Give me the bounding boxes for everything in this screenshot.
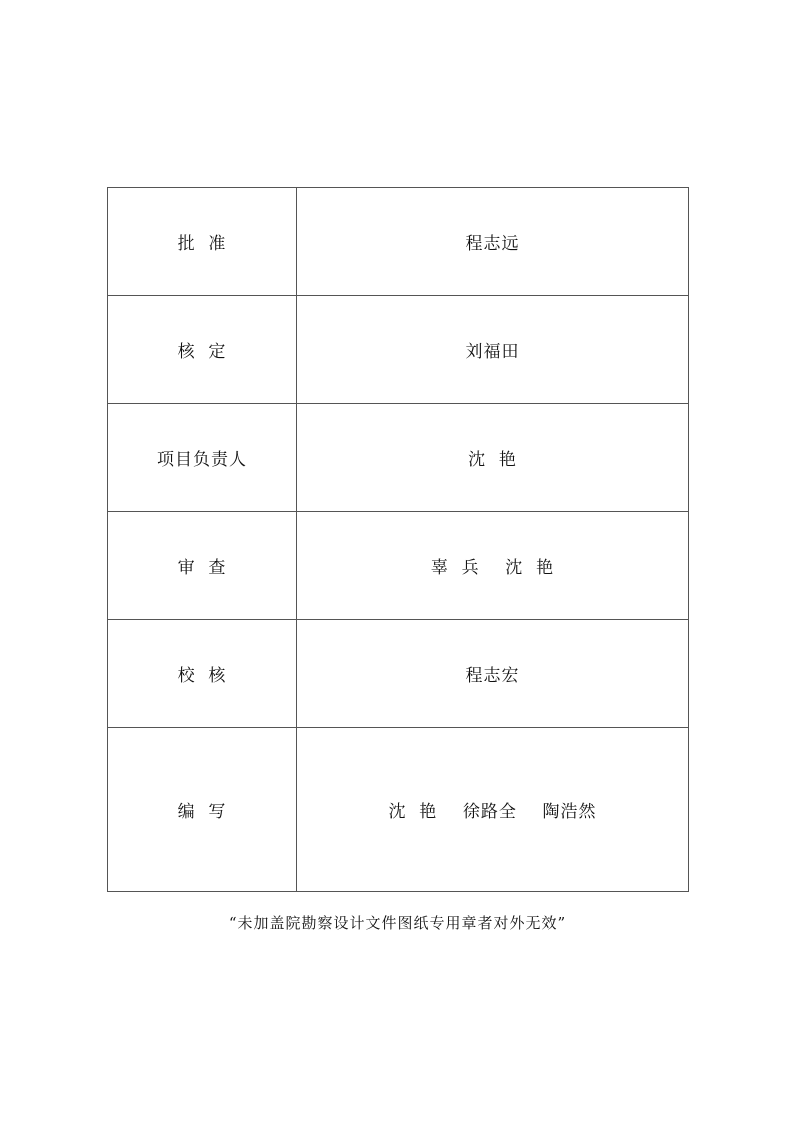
role-label-proofread: 校 核 [177, 666, 227, 686]
role-cell [108, 512, 297, 620]
name-cell [297, 188, 689, 296]
name-cell [297, 404, 689, 512]
names-verify: 刘福田 [465, 342, 520, 362]
names-project-lead: 沈 艳 [468, 450, 517, 470]
table-row-verify [108, 296, 689, 404]
role-cell [108, 404, 297, 512]
name-cell [297, 296, 689, 404]
table-row-review [108, 512, 689, 620]
names-proofread: 程志宏 [465, 666, 520, 686]
table-row-approve [108, 188, 689, 296]
signature-table [107, 187, 689, 892]
name-cell [297, 728, 689, 892]
name-cell [297, 512, 689, 620]
role-cell [108, 296, 297, 404]
names-approve: 程志远 [465, 234, 520, 254]
role-label-approve: 批 准 [177, 234, 227, 254]
role-cell [108, 188, 297, 296]
role-label-project-lead: 项目负责人 [157, 450, 247, 470]
role-label-authors: 编 写 [177, 802, 227, 822]
names-authors: 沈 艳 徐路全 陶浩然 [388, 802, 597, 822]
table-row-project-lead [108, 404, 689, 512]
role-cell [108, 620, 297, 728]
names-review: 辜 兵 沈 艳 [430, 558, 555, 578]
name-cell [297, 620, 689, 728]
table-row-authors [108, 728, 689, 892]
role-cell [108, 728, 297, 892]
validity-notice: “未加盖院勘察设计文件图纸专用章者对外无效” [228, 914, 567, 932]
table-row-proofread [108, 620, 689, 728]
role-label-review: 审 查 [177, 558, 227, 578]
role-label-verify: 核 定 [177, 342, 227, 362]
